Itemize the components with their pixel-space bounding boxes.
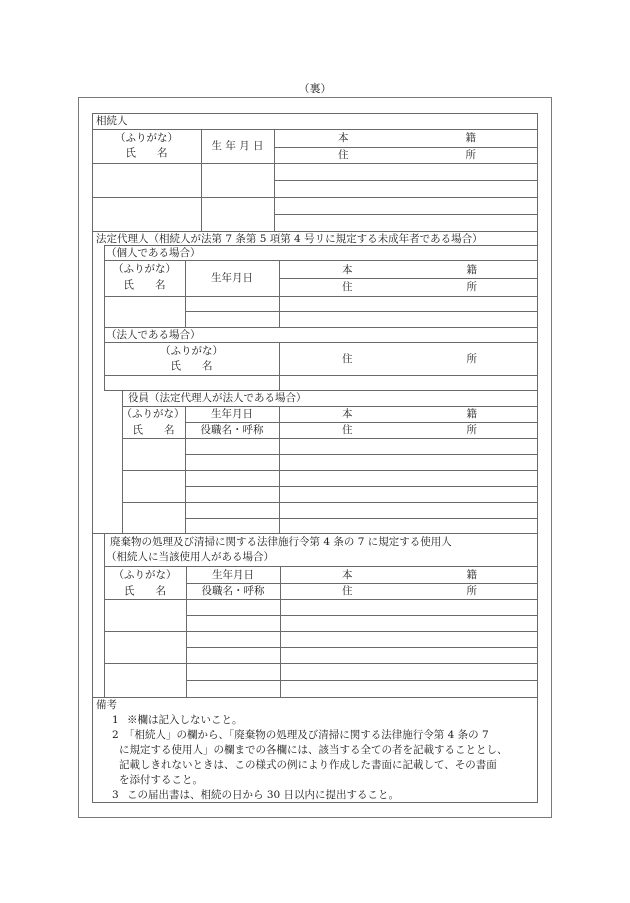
officers-header-furigana: （ふりがな） [121,408,185,420]
individual-header-birth: 生年月日 [211,272,253,284]
officers-title: 役員（法定代理人が法人である場合） [128,392,307,404]
individual-header-name: 氏 名 [123,279,166,291]
employee-header-domicile: 本 籍 [342,569,477,581]
officer-1-name-field[interactable] [123,439,184,469]
remark-2-line2: に規定する使用人」の欄までの各欄には、該当する全ての者を記載することとし、 [119,744,508,756]
officer-2-position-field[interactable] [186,487,278,501]
corporation-name-field[interactable] [105,376,278,389]
employee-1-birth-field[interactable] [187,600,279,614]
individual-birth-field[interactable] [186,297,278,326]
employee-header-furigana: （ふりがな） [113,569,177,581]
officer-1-domicile-field[interactable] [280,439,537,453]
heir-header-birth: 生 年 月 日 [211,140,264,152]
individual-domicile-field[interactable] [280,297,537,310]
heir-header-domicile: 本 籍 [338,132,476,144]
individual-name-field[interactable] [105,297,184,326]
employee-header-name: 氏 名 [124,585,166,597]
heir-1-name-field[interactable] [93,164,200,196]
officer-2-name-field[interactable] [123,471,184,501]
officer-3-domicile-field[interactable] [280,503,537,517]
heir-2-address-field[interactable] [275,215,537,230]
individual-address-field[interactable] [280,312,537,326]
heir-header-furigana: （ふりがな） [115,132,178,144]
officer-1-birth-field[interactable] [186,439,278,453]
heir-1-domicile-field[interactable] [275,164,537,179]
employee-title-line2: （相続人に当該使用人がある場合） [106,551,274,563]
heir-section-title: 相続人 [96,115,128,127]
officer-1-position-field[interactable] [186,455,278,469]
individual-header-domicile: 本 籍 [342,264,477,276]
employee-3-address-field[interactable] [281,681,537,696]
employee-1-address-field[interactable] [281,616,537,630]
heir-header-name: 氏 名 [125,147,168,159]
officers-header-position: 役職名・呼称 [200,424,264,436]
employee-2-name-field[interactable] [105,632,185,662]
remark-1-number: 1 [112,714,119,726]
legal-rep-section-title: 法定代理人（相続人が法第 7 条第 5 項第 4 号リに規定する未成年者である場合） [96,233,483,245]
remark-2-line3: 記載しきれないときは、この様式の例により作成した書面に記載して、その書面 [119,759,497,771]
page-title: （裏） [298,82,332,95]
employee-2-domicile-field[interactable] [281,632,537,646]
officers-header-birth: 生年月日 [211,408,253,420]
employee-2-position-field[interactable] [187,648,279,662]
employee-2-address-field[interactable] [281,648,537,662]
corporation-header-name: 氏 名 [170,360,213,372]
officers-header-address: 住 所 [342,424,477,436]
officer-3-position-field[interactable] [186,519,278,532]
employee-header-address: 住 所 [342,585,477,597]
officer-1-address-field[interactable] [280,455,537,469]
employee-1-domicile-field[interactable] [281,600,537,614]
employee-header-position: 役職名・呼称 [201,585,265,597]
horizontal-rule [279,278,538,279]
employee-3-position-field[interactable] [187,681,279,696]
officers-header-name: 氏 名 [132,424,175,436]
legal-rep-corporation-title: （法人である場合） [106,329,201,341]
officer-2-domicile-field[interactable] [280,471,537,485]
legal-rep-individual-title: （個人である場合） [106,247,201,259]
horizontal-rule [104,260,538,261]
heir-1-address-field[interactable] [275,181,537,196]
officer-2-birth-field[interactable] [186,471,278,485]
corporation-address-field[interactable] [280,376,537,389]
officer-3-name-field[interactable] [123,503,184,532]
heir-1-birth-field[interactable] [202,164,273,196]
employee-3-birth-field[interactable] [187,664,279,679]
heir-2-birth-field[interactable] [202,198,273,230]
officer-3-address-field[interactable] [280,519,537,532]
horizontal-rule [104,566,538,567]
heir-2-name-field[interactable] [93,198,200,230]
employee-3-name-field[interactable] [105,664,185,696]
horizontal-rule [92,697,538,698]
corporation-header-address: 住 所 [342,353,477,365]
remark-3-number: 3 [112,789,119,801]
remark-2-line1: 「相続人」の欄から、「廃棄物の処理及び清掃に関する法律施行令第 4 条の 7 [124,729,489,741]
remark-1-text: ※欄は記入しないこと。 [127,714,243,726]
officer-2-address-field[interactable] [280,487,537,501]
horizontal-rule [92,533,538,534]
remark-2-line4: を添付すること。 [119,774,203,786]
remarks-title: 備考 [96,699,117,711]
employee-1-position-field[interactable] [187,616,279,630]
individual-header-address: 住 所 [342,281,477,293]
employee-2-birth-field[interactable] [187,632,279,646]
employee-title-line1: 廃棄物の処理及び清掃に関する法律施行令第 4 条の 7 に規定する使用人 [110,536,452,548]
individual-header-furigana: （ふりがな） [113,263,176,275]
employee-header-birth: 生年月日 [212,569,254,581]
remark-2-number: 2 [112,729,119,741]
employee-3-domicile-field[interactable] [281,664,537,679]
horizontal-rule [104,342,538,343]
corporation-header-furigana: （ふりがな） [160,345,223,357]
horizontal-rule [92,129,538,130]
heir-header-address: 住 所 [338,149,476,161]
officer-3-birth-field[interactable] [186,503,278,517]
employee-1-name-field[interactable] [105,600,185,630]
remark-3-text: この届出書は、相続の日から 30 日以内に提出すること。 [127,789,400,801]
heir-2-domicile-field[interactable] [275,198,537,213]
officers-header-domicile: 本 籍 [342,408,477,420]
